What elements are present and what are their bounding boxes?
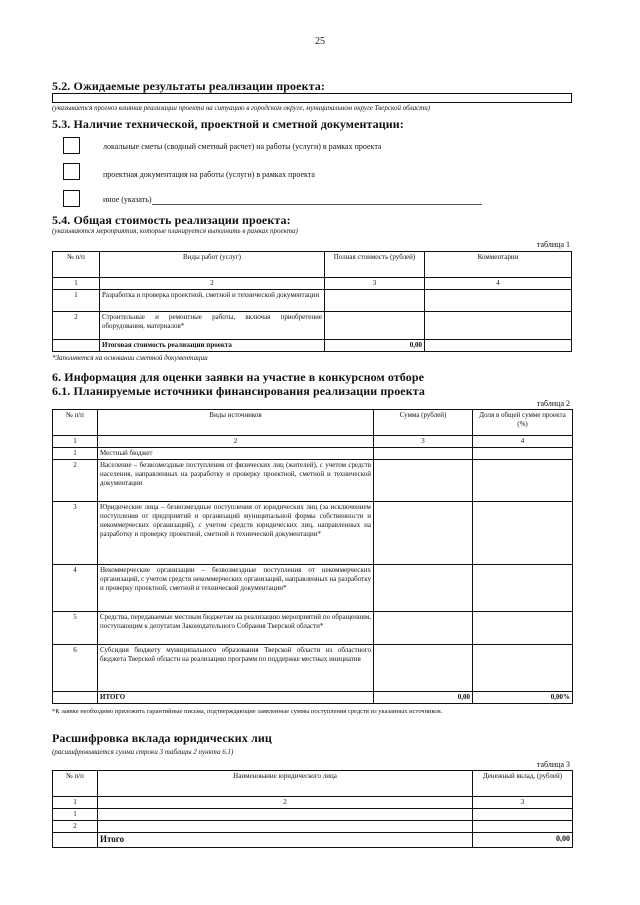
total-row bbox=[53, 340, 572, 352]
option-project-docs-label: проектная документация на работы (услуги) в рамках проекта bbox=[103, 170, 315, 179]
cost-table bbox=[52, 251, 572, 352]
row-share-cell[interactable] bbox=[473, 612, 573, 645]
table-row bbox=[53, 502, 573, 565]
col-number: 1 bbox=[53, 278, 100, 290]
table-row bbox=[53, 312, 572, 340]
row-source-name: Субсидия бюджету муниципального образования Тверской области из областного бюджета Тверской области на реализацию программ по поддержке местных инициатив bbox=[98, 645, 374, 692]
row-share-cell[interactable] bbox=[473, 502, 573, 565]
row-source-name: Некоммерческие организации – безвозмездные поступления от некоммерческих организаций, с учетом средств некоммерческих организаций, направленных на разработку и проверку проектной, сметной и технической документации* bbox=[98, 565, 374, 612]
row-share-cell[interactable] bbox=[473, 448, 573, 460]
row-share-cell[interactable] bbox=[473, 460, 573, 502]
row-sum-cell[interactable] bbox=[374, 502, 473, 565]
table-row bbox=[53, 565, 573, 612]
table-2-footnote: *К заявке необходимо приложить гарантийные письма, подтверждающие заявленные суммы поступления средств из указанных источников. bbox=[52, 708, 443, 715]
row-sum-cell[interactable] bbox=[374, 645, 473, 692]
header-num: № п/п bbox=[53, 252, 100, 278]
total-empty-cell bbox=[53, 340, 100, 352]
row-work-name: Строительные и ремонтные работы, включая приобретение оборудования, материалов* bbox=[100, 312, 325, 340]
section-5-4-note: (указываются мероприятия, которые планируется выполнить в рамках проекта) bbox=[52, 227, 298, 235]
other-specify-line[interactable] bbox=[152, 204, 482, 205]
col-number: 2 bbox=[100, 278, 325, 290]
header-num: № п/п bbox=[53, 771, 98, 797]
col-number: 2 bbox=[98, 436, 374, 448]
row-num: 6 bbox=[53, 645, 98, 692]
total-label: Итого bbox=[98, 833, 473, 848]
row-source-name: Юридические лица – безвозмездные поступления от юридических лиц (за исключением поступления от предприятий и организаций муниципальной формы собственности и некоммерческих организаций), с учетом средств юридических лиц, направленных на разработку и проверку проектной, сметной и технической документации* bbox=[98, 502, 374, 565]
row-comment-cell[interactable] bbox=[425, 290, 572, 312]
table-row bbox=[53, 809, 573, 821]
checkbox-project-docs[interactable] bbox=[63, 163, 80, 180]
table-1-footnote: *Заполняется на основании сметной документации bbox=[52, 354, 208, 362]
section-6-heading: 6. Информация для оценки заявки на участие в конкурсном отборе bbox=[52, 370, 425, 384]
row-comment-cell[interactable] bbox=[425, 312, 572, 340]
header-sources: Виды источников bbox=[98, 410, 374, 436]
row-source-name: Средства, передаваемые местным бюджетам на реализацию мероприятий по обращениям, поступающим к депутатам Законодательного Собрания Тверской области* bbox=[98, 612, 374, 645]
financing-table bbox=[52, 409, 573, 704]
total-row bbox=[53, 833, 573, 848]
col-number: 2 bbox=[98, 797, 473, 809]
header-full-cost: Полная стоимость (рублей) bbox=[325, 252, 425, 278]
row-share-cell[interactable] bbox=[473, 565, 573, 612]
header-contribution: Денежный вклад, (рублей) bbox=[473, 771, 573, 797]
row-sum-cell[interactable] bbox=[374, 565, 473, 612]
checkbox-local-estimates[interactable] bbox=[63, 137, 80, 154]
row-cost-cell[interactable] bbox=[325, 290, 425, 312]
col-number: 4 bbox=[425, 278, 572, 290]
total-sum-value: 0,00 bbox=[374, 692, 473, 704]
col-number: 3 bbox=[374, 436, 473, 448]
table-row bbox=[53, 821, 573, 833]
table-row bbox=[53, 612, 573, 645]
legal-entities-note: (расшифровывается сумма строки 3 таблицы 2 пункта 6.1) bbox=[52, 748, 234, 756]
section-5-4-heading: 5.4. Общая стоимость реализации проекта: bbox=[52, 213, 291, 227]
col-number: 3 bbox=[325, 278, 425, 290]
table-row bbox=[53, 645, 573, 692]
row-amount-cell[interactable] bbox=[473, 809, 573, 821]
header-entity-name: Наименование юридического лица bbox=[98, 771, 473, 797]
col-number: 1 bbox=[53, 797, 98, 809]
row-sum-cell[interactable] bbox=[374, 460, 473, 502]
header-num: № п/п bbox=[53, 410, 98, 436]
row-entity-cell[interactable] bbox=[98, 809, 473, 821]
row-sum-cell[interactable] bbox=[374, 448, 473, 460]
row-num: 5 bbox=[53, 612, 98, 645]
total-row bbox=[53, 692, 573, 704]
row-source-name: Население – безвозмездные поступления от физических лиц (жителей), с учетом средств населения, направленных на разработку и проверку проектной, сметной и технической документации bbox=[98, 460, 374, 502]
header-comments: Комментарии bbox=[425, 252, 572, 278]
total-label: Итоговая стоимость реализации проекта bbox=[100, 340, 325, 352]
total-label: ИТОГО bbox=[98, 692, 374, 704]
row-num: 1 bbox=[53, 448, 98, 460]
table-row bbox=[53, 290, 572, 312]
row-cost-cell[interactable] bbox=[325, 312, 425, 340]
table-1-label: таблица 1 bbox=[536, 240, 570, 249]
col-number: 1 bbox=[53, 436, 98, 448]
section-5-3-heading: 5.3. Наличие технической, проектной и сметной документации: bbox=[52, 117, 404, 131]
header-sum: Сумма (рублей) bbox=[374, 410, 473, 436]
table-2-label: таблица 2 bbox=[536, 399, 570, 408]
legal-entities-heading: Расшифровка вклада юридических лиц bbox=[52, 731, 272, 745]
row-num: 4 bbox=[53, 565, 98, 612]
legal-entities-table bbox=[52, 770, 573, 848]
row-work-name: Разработка и проверка проектной, сметной и технической документации bbox=[100, 290, 325, 312]
section-6-1-heading: 6.1. Планируемые источники финансирования реализации проекта bbox=[52, 384, 425, 398]
row-entity-cell[interactable] bbox=[98, 821, 473, 833]
header-share: Доля в общей сумме проекта (%) bbox=[473, 410, 573, 436]
option-other-label: иное (указать) bbox=[103, 195, 152, 204]
row-amount-cell[interactable] bbox=[473, 821, 573, 833]
row-num: 3 bbox=[53, 502, 98, 565]
page-number: 25 bbox=[315, 36, 325, 47]
col-number: 3 bbox=[473, 797, 573, 809]
table-3-label: таблица 3 bbox=[536, 760, 570, 769]
section-5-2-heading: 5.2. Ожидаемые результаты реализации проекта: bbox=[52, 79, 325, 93]
row-share-cell[interactable] bbox=[473, 645, 573, 692]
row-num: 1 bbox=[53, 290, 100, 312]
option-local-estimates-label: локальные сметы (сводный сметный расчет) на работы (услуги) в рамках проекта bbox=[103, 142, 382, 151]
expected-results-field[interactable] bbox=[52, 93, 572, 103]
total-share-value: 0,00% bbox=[473, 692, 573, 704]
total-amount-value: 0,00 bbox=[473, 833, 573, 848]
table-row bbox=[53, 460, 573, 502]
total-empty-cell bbox=[53, 833, 98, 848]
section-5-2-note: (указывается прогноз влияния реализации проекта на ситуацию в городском округе, муниципальном округе Тверской области) bbox=[52, 104, 431, 112]
row-num: 2 bbox=[53, 821, 98, 833]
row-num: 2 bbox=[53, 460, 98, 502]
header-works: Виды работ (услуг) bbox=[100, 252, 325, 278]
row-num: 1 bbox=[53, 809, 98, 821]
total-cost-value: 0,00 bbox=[325, 340, 425, 352]
total-comment-cell bbox=[425, 340, 572, 352]
row-source-name: Местный бюджет bbox=[98, 448, 374, 460]
total-empty-cell bbox=[53, 692, 98, 704]
col-number: 4 bbox=[473, 436, 573, 448]
table-row bbox=[53, 448, 573, 460]
checkbox-other[interactable] bbox=[63, 190, 80, 207]
row-sum-cell[interactable] bbox=[374, 612, 473, 645]
row-num: 2 bbox=[53, 312, 100, 340]
